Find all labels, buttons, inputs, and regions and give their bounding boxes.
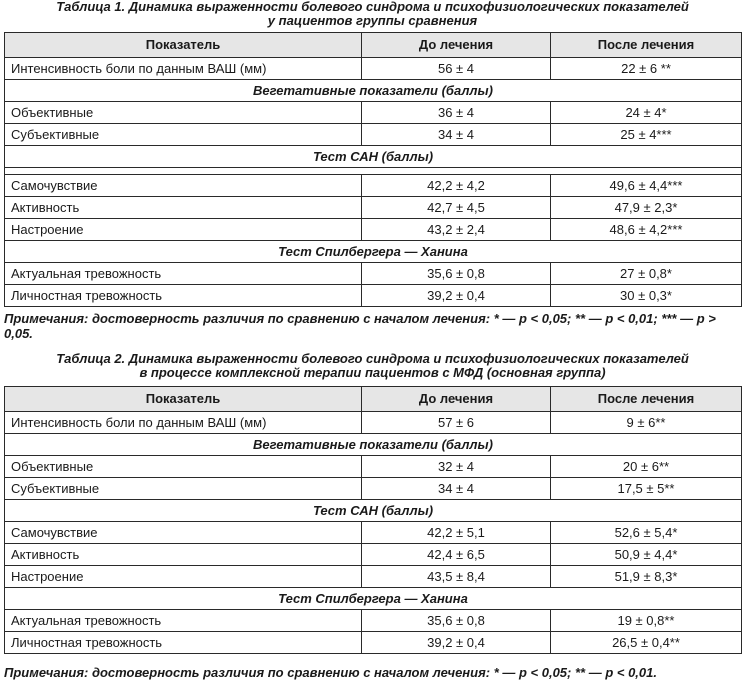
value-after: 48,6 ± 4,2*** [551, 219, 742, 241]
row-label: Актуальная тревожность [5, 263, 362, 285]
table-row [5, 124, 742, 146]
table1-header-before: До лечения [362, 33, 551, 58]
value-before: 32 ± 4 [362, 456, 551, 478]
section-row [5, 80, 742, 102]
value-after: 20 ± 6** [551, 456, 742, 478]
table-row [5, 412, 742, 434]
table-row [5, 175, 742, 197]
table-row [5, 456, 742, 478]
value-after: 47,9 ± 2,3* [551, 197, 742, 219]
row-label: Интенсивность боли по данным ВАШ (мм) [5, 412, 362, 434]
section-heading: Тест САН (баллы) [5, 500, 742, 522]
value-before: 34 ± 4 [362, 478, 551, 500]
table1-header-after: После лечения [551, 33, 742, 58]
table2-header-row [5, 387, 742, 412]
value-after: 50,9 ± 4,4* [551, 544, 742, 566]
value-after: 26,5 ± 0,4** [551, 632, 742, 654]
table-row [5, 632, 742, 654]
value-before: 39,2 ± 0,4 [362, 632, 551, 654]
value-before: 42,2 ± 4,2 [362, 175, 551, 197]
table2 [4, 386, 742, 654]
row-label: Личностная тревожность [5, 285, 362, 307]
table1 [4, 32, 742, 307]
table1-header-row [5, 33, 742, 58]
section-heading: Вегетативные показатели (баллы) [5, 434, 742, 456]
table-row [5, 566, 742, 588]
row-label: Самочувствие [5, 522, 362, 544]
value-before: 42,4 ± 6,5 [362, 544, 551, 566]
table2-note: Примечания: достоверность различия по сравнению с началом лечения: * — р < 0,05; ** — р < 0,01. [4, 665, 657, 680]
row-label: Объективные [5, 102, 362, 124]
value-after: 30 ± 0,3* [551, 285, 742, 307]
value-after: 17,5 ± 5** [551, 478, 742, 500]
row-label: Активность [5, 544, 362, 566]
section-row [5, 146, 742, 168]
table-row [5, 102, 742, 124]
section-row [5, 241, 742, 263]
spacer-row [5, 168, 742, 175]
table1-caption-line1: Таблица 1. Динамика выраженности болевого синдрома и психофизиологических показателей [56, 0, 689, 14]
table-row [5, 58, 742, 80]
value-after: 51,9 ± 8,3* [551, 566, 742, 588]
value-after: 22 ± 6 ** [551, 58, 742, 80]
value-before: 39,2 ± 0,4 [362, 285, 551, 307]
table1-header-parameter: Показатель [5, 33, 362, 58]
value-before: 34 ± 4 [362, 124, 551, 146]
table1-note: Примечания: достоверность различия по сравнению с началом лечения: * — р < 0,05; ** — р < 0,01; *** — р > 0,05. [4, 311, 716, 341]
row-label: Настроение [5, 219, 362, 241]
table1-caption-line2: у пациентов группы сравнения [267, 13, 478, 28]
section-row [5, 588, 742, 610]
value-after: 25 ± 4*** [551, 124, 742, 146]
table2-caption-line1: Таблица 2. Динамика выраженности болевого синдрома и психофизиологических показателей [56, 351, 689, 366]
value-before: 57 ± 6 [362, 412, 551, 434]
section-heading: Тест Спилбергера — Ханина [5, 588, 742, 610]
table-row [5, 263, 742, 285]
value-before: 42,7 ± 4,5 [362, 197, 551, 219]
spacer-cell [5, 168, 742, 175]
value-after: 52,6 ± 5,4* [551, 522, 742, 544]
row-label: Настроение [5, 566, 362, 588]
row-label: Личностная тревожность [5, 632, 362, 654]
table2-caption-line2: в процессе комплексной терапии пациентов с МФД (основная группа) [139, 365, 606, 380]
value-before: 43,2 ± 2,4 [362, 219, 551, 241]
table-row [5, 610, 742, 632]
section-heading: Тест Спилбергера — Ханина [5, 241, 742, 263]
section-heading: Вегетативные показатели (баллы) [5, 80, 742, 102]
section-row [5, 434, 742, 456]
value-after: 19 ± 0,8** [551, 610, 742, 632]
table-row [5, 219, 742, 241]
section-heading: Тест САН (баллы) [5, 146, 742, 168]
value-before: 35,6 ± 0,8 [362, 263, 551, 285]
row-label: Субъективные [5, 124, 362, 146]
value-after: 27 ± 0,8* [551, 263, 742, 285]
value-after: 9 ± 6** [551, 412, 742, 434]
row-label: Активность [5, 197, 362, 219]
table2-caption [0, 352, 745, 380]
row-label: Объективные [5, 456, 362, 478]
value-before: 43,5 ± 8,4 [362, 566, 551, 588]
value-after: 49,6 ± 4,4*** [551, 175, 742, 197]
value-after: 24 ± 4* [551, 102, 742, 124]
row-label: Актуальная тревожность [5, 610, 362, 632]
value-before: 35,6 ± 0,8 [362, 610, 551, 632]
row-label: Самочувствие [5, 175, 362, 197]
value-before: 42,2 ± 5,1 [362, 522, 551, 544]
row-label: Субъективные [5, 478, 362, 500]
table1-caption [0, 0, 745, 28]
table-row [5, 197, 742, 219]
table2-header-after: После лечения [551, 387, 742, 412]
table2-header-parameter: Показатель [5, 387, 362, 412]
section-row [5, 500, 742, 522]
value-before: 56 ± 4 [362, 58, 551, 80]
table2-header-before: До лечения [362, 387, 551, 412]
table-row [5, 478, 742, 500]
table-row [5, 285, 742, 307]
value-before: 36 ± 4 [362, 102, 551, 124]
table-row [5, 522, 742, 544]
table-row [5, 544, 742, 566]
row-label: Интенсивность боли по данным ВАШ (мм) [5, 58, 362, 80]
